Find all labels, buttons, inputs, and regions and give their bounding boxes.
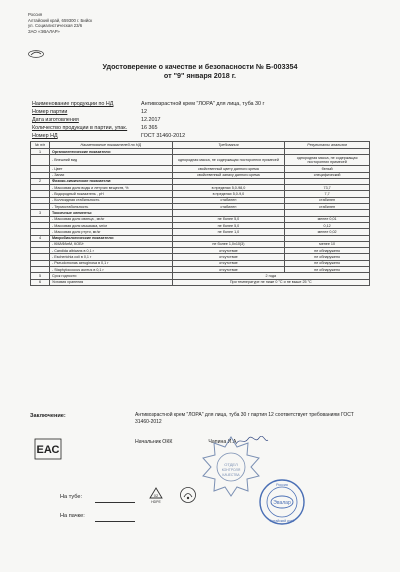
row-requirement: отсутствие: [172, 248, 285, 254]
row-value: При температуре не ниже 0 °С и не выше 25 °С: [172, 279, 369, 285]
eac-mark-icon: [34, 438, 62, 460]
pack-line: [95, 521, 135, 522]
row-parameter: - Коллоидная стабильность: [49, 197, 172, 203]
certificate-date: от "9" января 2018 г.: [163, 71, 237, 80]
row-number: 4: [31, 235, 50, 241]
svg-text:ОТДЕЛ: ОТДЕЛ: [224, 462, 238, 467]
cosmetics-symbol-icon: [179, 486, 197, 504]
column-header: Требования: [172, 142, 285, 149]
row-result: белый: [285, 166, 370, 172]
conclusion-label: Заключение:: [30, 413, 66, 419]
on-pack-label: На пачке:: [60, 513, 85, 519]
analysis-rows: [31, 149, 370, 273]
row-parameter: - Цвет: [49, 166, 172, 172]
row-parameter: - Термостабильность: [49, 204, 172, 210]
info-key: Дата изготовления: [32, 117, 79, 123]
row-result: не обнаружено: [285, 254, 370, 260]
row-requirement: не более 5,0: [172, 216, 285, 222]
recycle-icon: [143, 486, 169, 504]
row-parameter: - Pseudomonas aeruginosa в 0,1 г: [49, 260, 172, 266]
row-result: 73,7: [285, 185, 370, 191]
product-info-row: [30, 107, 373, 115]
row-parameter: - КМАФАнМ, КОЕ/г: [49, 241, 172, 247]
row-requirement: в пределах 5,0-9,0: [172, 191, 285, 197]
row-requirement: в пределах 5,0-98,0: [172, 185, 285, 191]
info-value: 12.2017: [141, 117, 161, 123]
header-line: Алтайский край, 659300 г. Бийск: [28, 17, 93, 23]
company-header: [28, 12, 92, 34]
row-result: не обнаружено: [285, 267, 370, 273]
row-parameter: - Запах: [49, 172, 172, 178]
tube-line: [95, 502, 135, 503]
row-requirement: свойственный цвету данного крема: [172, 166, 285, 172]
row-number: 1: [31, 149, 50, 155]
row-parameter: Микробиологические показатели:: [49, 235, 172, 241]
row-result: 7,7: [285, 191, 370, 197]
row-parameter: - Candida albicans в 0,1 г: [49, 248, 172, 254]
row-number: [31, 155, 50, 166]
svg-text:02: 02: [153, 493, 159, 498]
table-row: [31, 279, 370, 285]
row-requirement: стабилен: [172, 197, 285, 203]
row-parameter: - Водородный показатель , pH: [49, 191, 172, 197]
table-row: [31, 155, 370, 166]
row-parameter: - Внешний вид: [49, 155, 172, 166]
row-requirement: отсутствие: [172, 267, 285, 273]
info-key: Номер партии: [32, 109, 68, 115]
row-requirement: не более 1,0x10(3): [172, 241, 285, 247]
product-info-row: [30, 99, 373, 107]
table-header-row: [31, 142, 370, 149]
row-number: 3: [31, 210, 50, 216]
info-key: Номер НД: [32, 133, 58, 139]
row-parameter: - Массовая доля мышьяка, мг/кг: [49, 222, 172, 228]
row-result: стабилен: [285, 204, 370, 210]
info-key: Наименование продукции по НД: [32, 101, 114, 107]
row-result: менее 0,02: [285, 229, 370, 235]
row-parameter: - Массовая доля свинца , мг/кг: [49, 216, 172, 222]
row-result: менее 10: [285, 241, 370, 247]
evalar-logo-icon: [28, 50, 44, 58]
product-info-row: [30, 123, 373, 131]
column-header: № п/п: [31, 142, 50, 149]
info-value: Антивозрастной крем "ЛОРА" для лица, туба 30 г: [141, 101, 265, 107]
on-tube-label: На тубе:: [60, 494, 82, 500]
quality-control-stamp: [198, 433, 264, 499]
svg-text:HDPE: HDPE: [151, 500, 161, 504]
row-result: не обнаружено: [285, 248, 370, 254]
row-number: 2: [31, 178, 50, 184]
analysis-table: [30, 141, 370, 286]
info-key: Количество продукции в партии, упак.: [32, 125, 128, 131]
row-result: однородная масса, не содержащая посторонних примесей: [285, 155, 370, 166]
svg-text:КАЧЕСТВА: КАЧЕСТВА: [222, 473, 240, 477]
row-parameter: Физико-химические показатели:: [49, 178, 172, 184]
product-info-row: [30, 131, 373, 139]
row-result: 0,12: [285, 222, 370, 228]
row-requirement: не более 5,0: [172, 222, 285, 228]
product-info-row: [30, 115, 373, 123]
row-parameter: Токсичные элементы:: [49, 210, 172, 216]
row-requirement: отсутствие: [172, 254, 285, 260]
svg-text:Эвалар: Эвалар: [273, 500, 291, 506]
product-info-table: [30, 99, 373, 139]
row-parameter: - Массовая доля ртути, мг/кг: [49, 229, 172, 235]
row-requirement: не более 1,0: [172, 229, 285, 235]
row-requirement: однородная масса, не содержащая посторонних примесей: [172, 155, 285, 166]
row-parameter: - Staphylococcus aureus в 0,1 г: [49, 267, 172, 273]
row-result: не обнаружено: [285, 260, 370, 266]
row-result: специфический: [285, 172, 370, 178]
eac-mark-text: ЕАС: [36, 444, 60, 456]
column-header: Результаты анализов: [285, 142, 370, 149]
column-header: Наименование показателей по НД: [49, 142, 172, 149]
row-parameter: Срок годности: [49, 273, 172, 279]
row-result: стабилен: [285, 197, 370, 203]
row-number: 5: [31, 273, 50, 279]
conclusion-text: Антивозрастной крем "ЛОРА" для лица, туба 30 г партия 12 соответствует требованиям ГОСТ 31460-2012: [135, 412, 354, 425]
svg-text:Алтайский край: Алтайский край: [269, 519, 295, 523]
row-parameter: - Escherichia coli в 0,1 г: [49, 254, 172, 260]
header-line: ЗАО «ЭВАЛАР»: [28, 28, 60, 34]
row-requirement: отсутствие: [172, 260, 285, 266]
row-parameter: - Массовая доля воды и летучих веществ, %: [49, 185, 172, 191]
row-value: 2 года: [172, 273, 369, 279]
info-value: 12: [141, 109, 147, 115]
row-requirement: стабилен: [172, 204, 285, 210]
header-line: Россия: [28, 12, 43, 17]
svg-text:Россия: Россия: [276, 483, 288, 487]
row-requirement: свойственный запаху данного крема: [172, 172, 285, 178]
company-seal: [258, 478, 306, 526]
info-value: ГОСТ 31460-2012: [141, 133, 186, 139]
header-line: ул. Социалистическая 23/6: [28, 23, 83, 29]
row-parameter: Условия хранения: [49, 279, 172, 285]
row-parameter: Органолептические показатели:: [49, 149, 172, 155]
info-value: 16 365: [141, 125, 158, 131]
certificate-title: Удостоверение о качестве и безопасности № Б-003354: [102, 62, 298, 71]
svg-text:КОНТРОЛЯ: КОНТРОЛЯ: [221, 468, 241, 472]
row-result: менее 0,01: [285, 216, 370, 222]
signer-line: Начальник ОКК Чапина И.А.: [135, 439, 238, 445]
row-number: 6: [31, 279, 50, 285]
